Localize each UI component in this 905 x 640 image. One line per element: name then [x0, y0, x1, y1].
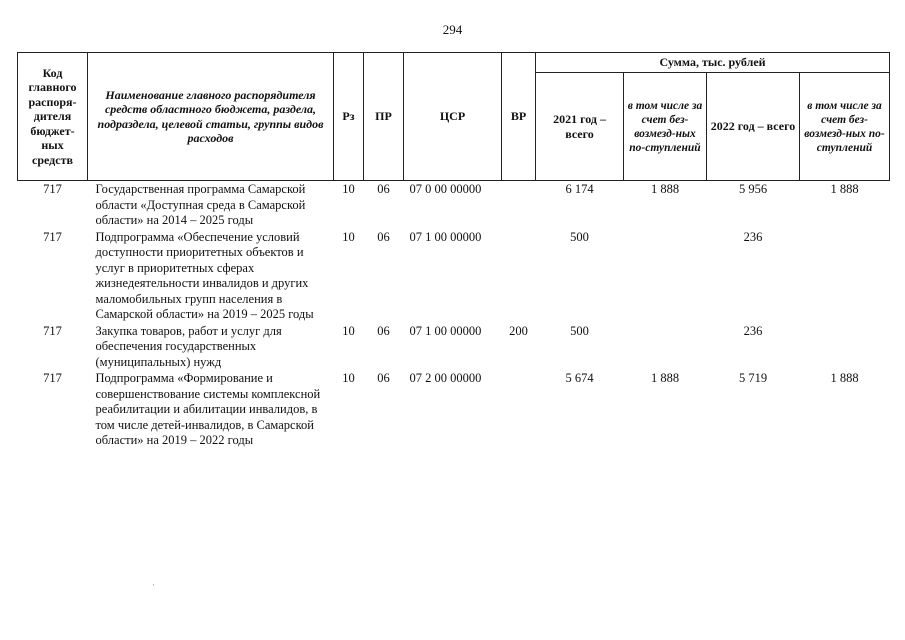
cell-name: Подпрограмма «Формирование и совершенствование системы комплексной реабилитации и абилитации инвалидов, в том числе детей-инвалидов, в Самарской области» на 2019 – 2022 годы — [95, 371, 321, 447]
cell-vr — [502, 370, 536, 449]
cell-rz: 10 — [342, 182, 355, 196]
header-rz: Рз — [334, 53, 364, 181]
cell-2022-gratuitous: 1 888 — [830, 182, 859, 196]
table-row — [18, 229, 890, 323]
header-code: Код главного распоря-дителя бюджет-ных средств — [18, 53, 88, 181]
header-2021-total: 2021 год – всего — [536, 73, 624, 181]
cell-code: 717 — [43, 323, 62, 338]
cell-2022-total: 236 — [743, 229, 763, 244]
cell-rz: 10 — [342, 371, 355, 385]
cell-2022-gratuitous — [800, 323, 890, 371]
header-2022-total: 2022 год – всего — [707, 73, 800, 181]
header-sum-group: Сумма, тыс. рублей — [536, 53, 890, 73]
cell-2021-gratuitous: 1 888 — [650, 371, 680, 385]
cell-vr: 200 — [509, 323, 528, 338]
cell-code: 717 — [43, 371, 62, 385]
cell-csr: 07 1 00 00000 — [409, 229, 482, 244]
header-csr: ЦСР — [404, 53, 502, 181]
cell-pr: 06 — [377, 229, 390, 244]
cell-2021-gratuitous — [624, 323, 707, 371]
budget-table — [17, 52, 890, 449]
cell-csr: 07 1 00 00000 — [409, 323, 482, 338]
cell-2022-gratuitous — [800, 229, 890, 323]
cell-2022-total: 5 719 — [738, 371, 768, 385]
header-2022-gratuitous: в том числе за счет без-возмезд-ных по-ступлений — [800, 73, 890, 181]
cell-2021-gratuitous — [624, 229, 707, 323]
cell-2021-total: 500 — [570, 323, 589, 338]
scan-dot: · — [152, 580, 155, 590]
cell-rz: 10 — [342, 323, 355, 338]
table-row — [18, 323, 890, 371]
cell-name: Государственная программа Самарской области «Доступная среда в Самарской области» на 2014 – 2025 годы — [95, 182, 306, 227]
cell-pr: 06 — [377, 323, 390, 338]
header-name: Наименование главного распорядителя средств областного бюджета, раздела, подраздела, целевой статьи, группы видов расходов — [88, 53, 334, 181]
cell-code: 717 — [43, 229, 62, 244]
cell-name: Закупка товаров, работ и услуг для обеспечения государственных (муниципальных) нужд — [95, 323, 282, 369]
cell-name: Подпрограмма «Обеспечение условий доступности приоритетных объектов и услуг в приоритетных сферах жизнедеятельности инвалидов и других маломобильных групп населения в Самарской области» на 2019 – 2025 годы — [95, 229, 314, 321]
cell-rz: 10 — [342, 229, 355, 244]
cell-2021-total: 500 — [570, 229, 589, 244]
cell-pr: 06 — [377, 182, 390, 196]
header-vr: ВР — [502, 53, 536, 181]
header-pr: ПР — [364, 53, 404, 181]
table-body — [18, 181, 890, 449]
cell-2022-gratuitous: 1 888 — [830, 371, 859, 385]
cell-pr: 06 — [377, 371, 390, 385]
cell-2022-total: 5 956 — [738, 182, 768, 196]
cell-vr — [502, 229, 536, 323]
cell-vr — [502, 181, 536, 229]
cell-code: 717 — [43, 182, 62, 196]
cell-2021-gratuitous: 1 888 — [650, 182, 680, 196]
page-number: 294 — [442, 22, 463, 37]
header-2021-gratuitous: в том числе за счет без-возмезд-ных по-ступлений — [624, 73, 707, 181]
table-header — [18, 53, 890, 181]
table-row — [18, 181, 890, 229]
cell-2021-total: 6 174 — [565, 182, 594, 196]
cell-2022-total: 236 — [743, 323, 763, 338]
table-row — [18, 370, 890, 449]
cell-csr: 07 2 00 00000 — [409, 371, 482, 385]
cell-csr: 07 0 00 00000 — [409, 182, 482, 196]
cell-2021-total: 5 674 — [565, 371, 594, 385]
